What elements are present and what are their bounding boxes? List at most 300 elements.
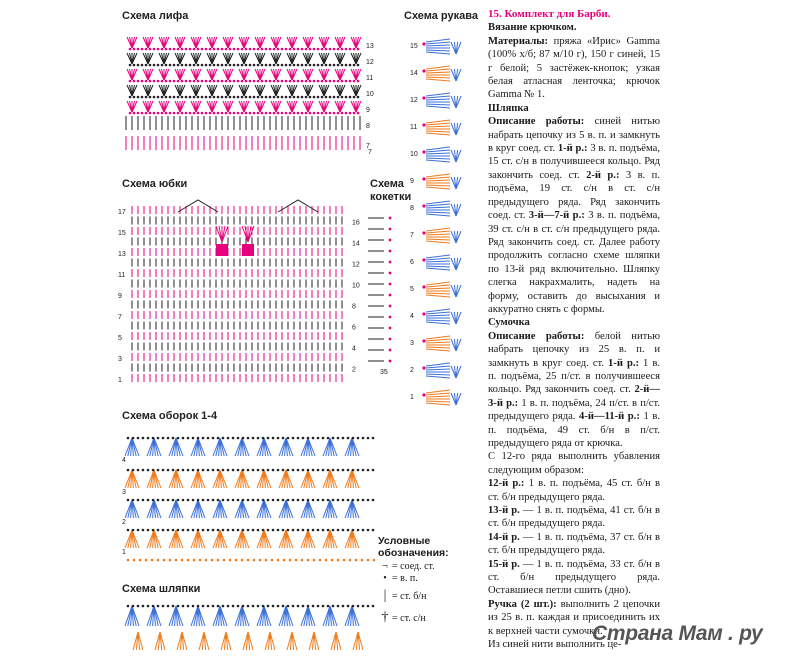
chain-dot [357, 605, 360, 608]
legend-item-chain [378, 573, 478, 585]
chain-dot [233, 80, 236, 83]
row-number: 6 [410, 259, 414, 266]
stitch-mark [426, 131, 450, 132]
chain-dot [285, 96, 288, 99]
stitch-mark [426, 363, 450, 366]
chain-dot [242, 437, 245, 440]
materials-paragraph [488, 35, 660, 102]
chain-dot [337, 80, 340, 83]
chain-dot [141, 96, 144, 99]
chain-dot [253, 64, 256, 67]
chain-dot [162, 499, 165, 502]
hat-instructions [488, 115, 660, 316]
chain-dot [312, 469, 315, 472]
chain-dot [162, 529, 165, 532]
chain-dot [235, 559, 238, 562]
chain-dot [177, 64, 180, 67]
stitch-mark [426, 241, 450, 243]
row-number: 17 [118, 209, 126, 216]
chain-dot [321, 48, 324, 51]
chain-dot [249, 80, 252, 83]
stitch-mark [426, 66, 450, 69]
chain-dot [325, 559, 328, 562]
chain-dot [205, 48, 208, 51]
stitch-mark [426, 180, 450, 181]
chain-dot [137, 112, 140, 115]
chain-dot [337, 499, 340, 502]
chain-dot [347, 499, 350, 502]
chain-dot [277, 605, 280, 608]
chain-dot [257, 605, 260, 608]
chain-dot [262, 529, 265, 532]
chain-dot [277, 112, 280, 115]
chain-dot [313, 112, 316, 115]
chain-dot [372, 499, 375, 502]
bag-row14 [488, 531, 660, 558]
chain-dot [327, 529, 330, 532]
chain-dot [307, 499, 310, 502]
bag-r14: — 1 в. п. подъёма, 37 ст. б/н в ст. б/н предыдущего ряда. [488, 531, 660, 557]
chain-dot [362, 469, 365, 472]
chain-dot [245, 64, 248, 67]
chain-dot [267, 469, 270, 472]
chain-dot [327, 469, 330, 472]
chain-dot [165, 96, 168, 99]
chain-dot [272, 605, 275, 608]
chain-dot [322, 469, 325, 472]
chain-dot [269, 96, 272, 99]
chain-dot [232, 605, 235, 608]
chain-dot [372, 469, 375, 472]
chain-dot [172, 529, 175, 532]
chain-dot [222, 529, 225, 532]
stitch-mark [426, 285, 450, 287]
chain-dot [192, 437, 195, 440]
chain-dot [297, 80, 300, 83]
chain-dot [312, 529, 315, 532]
chain-dot [277, 96, 280, 99]
chain-dot [342, 469, 345, 472]
chain-dot [207, 499, 210, 502]
chain-dot [329, 80, 332, 83]
chain-dot [309, 80, 312, 83]
chain-dot [247, 469, 250, 472]
chain-dot [132, 469, 135, 472]
chain-dot [367, 437, 370, 440]
chain-dot [197, 48, 200, 51]
row-number: 13 [118, 251, 126, 258]
chain-dot [145, 64, 148, 67]
handle-text: выполнить 2 цепочки из 25 в. п. каждая и присоединить их к верхней части сумочки. [488, 598, 660, 637]
stitch-mark [426, 174, 450, 177]
chain-dot [272, 469, 275, 472]
row-number: 15 [118, 230, 126, 237]
chain-dot [357, 112, 360, 115]
chain-dot [207, 529, 210, 532]
row-number: 11 [118, 272, 126, 279]
chain-dot [237, 112, 240, 115]
chain-dot [237, 605, 240, 608]
chain-dot [129, 112, 132, 115]
chain-dot [147, 469, 150, 472]
chain-dot [367, 499, 370, 502]
chain-dot [132, 605, 135, 608]
chain-dot [192, 529, 195, 532]
chain-dot [172, 499, 175, 502]
chain-dot [325, 112, 328, 115]
chain-dot [139, 559, 142, 562]
chain-dot [253, 48, 256, 51]
chain-dot [262, 499, 265, 502]
bag-r15-label: 15-й р. [488, 558, 520, 570]
chain-dot [332, 529, 335, 532]
chain-dot [193, 48, 196, 51]
chain-dot [189, 80, 192, 83]
chain-dot [213, 96, 216, 99]
row-number: 14 [410, 70, 418, 77]
bag-r411: 1 в. п. подъёма, 49 ст. б/н в п/ст. предыдущего ряда от крючка. [488, 411, 660, 449]
chain-dot [293, 80, 296, 83]
hat-chart [118, 600, 386, 658]
row-number: 2 [122, 519, 126, 526]
chain-dot [169, 64, 172, 67]
chain-dot [389, 272, 392, 275]
chain-dot [232, 469, 235, 472]
chain-dot [185, 80, 188, 83]
chain-dot [337, 96, 340, 99]
chain-dot [157, 64, 160, 67]
stitch-mark [426, 293, 450, 294]
chain-dot [422, 177, 425, 180]
chain-dot [173, 96, 176, 99]
chain-dot [189, 48, 192, 51]
chain-dot [181, 48, 184, 51]
chain-dot [305, 80, 308, 83]
chain-dot [169, 96, 172, 99]
chain-dot [262, 605, 265, 608]
chain-dot [273, 48, 276, 51]
chain-dot [197, 80, 200, 83]
stitch-mark [426, 96, 450, 98]
yoke-label-line1: Схема [370, 178, 404, 190]
stitch-mark [426, 93, 450, 96]
chain-dot [345, 48, 348, 51]
skirt-chart-label: Схема юбки [122, 178, 188, 190]
chain-dot [422, 312, 425, 315]
chain-dot [301, 112, 304, 115]
chain-dot [317, 80, 320, 83]
chain-dot [197, 529, 200, 532]
chain-dot [332, 469, 335, 472]
chain-dot [297, 96, 300, 99]
chain-dot [289, 64, 292, 67]
stitch-mark [426, 126, 450, 127]
chain-dot [137, 605, 140, 608]
chain-dot [141, 80, 144, 83]
bag-r13: — 1 в. п. подъёма, 41 ст. б/н в ст. б/н предыдущего ряда. [488, 505, 660, 530]
chain-dot [422, 366, 425, 369]
row-number: 2 [352, 366, 356, 374]
chain-dot [337, 529, 340, 532]
row-number: 8 [366, 123, 370, 130]
chain-dot [257, 437, 260, 440]
chain-dot [372, 605, 375, 608]
chain-dot [145, 112, 148, 115]
chain-dot [165, 64, 168, 67]
legend-header-line1: Условные [378, 535, 431, 547]
chain-dot [217, 499, 220, 502]
chain-dot [237, 80, 240, 83]
chain-dot [201, 96, 204, 99]
chain-dot [257, 48, 260, 51]
chain-dot [367, 529, 370, 532]
chain-dot [333, 80, 336, 83]
chain-dot [202, 469, 205, 472]
chain-dot [305, 112, 308, 115]
stitch-mark [426, 133, 450, 135]
chain-dot [262, 469, 265, 472]
chain-dot [302, 605, 305, 608]
chain-dot [273, 64, 276, 67]
row-number: 11 [366, 75, 374, 82]
stitch-mark [426, 120, 450, 123]
chain-dot [259, 559, 262, 562]
sleeve-chart-label: Схема рукава [404, 10, 478, 22]
chain-dot [269, 80, 272, 83]
stitch-mark [216, 244, 228, 256]
chain-dot [389, 228, 392, 231]
chain-dot [349, 80, 352, 83]
row-number: 7 [410, 232, 414, 239]
row-number: 9 [410, 178, 414, 185]
hat-r1: 3 в. п. подъёма, 15 ст. с/н в получившееся кольцо. Ряд закончить соед. ст. [488, 143, 660, 181]
chain-dot [225, 48, 228, 51]
stitch-mark [426, 45, 450, 46]
row-number: 8 [352, 303, 356, 311]
chain-dot [337, 112, 340, 115]
chain-dot [197, 469, 200, 472]
row-number: 1 [122, 549, 126, 556]
chain-dot [209, 48, 212, 51]
row-number: 7 [366, 143, 370, 150]
stitch-mark [426, 77, 450, 78]
stitch-mark [426, 401, 450, 402]
chain-dot [349, 48, 352, 51]
chain-dot [272, 529, 275, 532]
chain-dot [147, 499, 150, 502]
stitch-mark [426, 212, 450, 213]
bag-r23: 1 в. п. подъёма, 24 п/ст. в п/ст. предыдущего ряда. [488, 397, 660, 423]
chain-dot [221, 64, 224, 67]
chain-dot [201, 48, 204, 51]
chain-dot [149, 48, 152, 51]
chain-dot [302, 529, 305, 532]
stitch-mark [426, 295, 450, 297]
stitch-mark [426, 104, 450, 105]
chain-dot [287, 469, 290, 472]
legend-slip-stitch-text: = соед. ст. [392, 561, 435, 572]
chain-dot [265, 96, 268, 99]
stitch-mark [426, 268, 450, 270]
hat-work-label: Описание работы: [488, 116, 585, 128]
bag-row15 [488, 558, 660, 598]
chain-dot [305, 96, 308, 99]
chain-dot [213, 64, 216, 67]
chain-dot [322, 529, 325, 532]
chain-dot [292, 469, 295, 472]
chain-dot [422, 393, 425, 396]
chain-dot [341, 48, 344, 51]
chain-dot [197, 96, 200, 99]
chain-dot [341, 112, 344, 115]
chain-dot [267, 529, 270, 532]
chain-dot [422, 285, 425, 288]
row-number: 2 [410, 367, 414, 374]
chain-dot [232, 437, 235, 440]
chain-dot [199, 559, 202, 562]
bag-r12-label: 12-й р.: [488, 478, 525, 490]
chain-dot [345, 112, 348, 115]
legend-header-line2: обозначения: [378, 547, 449, 559]
chain-dot [212, 437, 215, 440]
chain-dot [422, 339, 425, 342]
chain-dot [257, 529, 260, 532]
chain-dot [362, 529, 365, 532]
chain-dot [271, 559, 274, 562]
chain-dot [127, 605, 130, 608]
chain-dot [362, 499, 365, 502]
stitch-mark [426, 214, 450, 216]
chain-dot [197, 499, 200, 502]
chain-dot [389, 239, 392, 242]
stitch-mark [426, 403, 450, 405]
chain-dot [357, 96, 360, 99]
chain-dot [173, 64, 176, 67]
chain-dot [253, 80, 256, 83]
chain-dot [217, 48, 220, 51]
chain-dot [192, 469, 195, 472]
chain-dot [302, 437, 305, 440]
hat-r2-label: 2-й р.: [586, 169, 620, 181]
chain-dot [361, 559, 364, 562]
chain-dot [245, 48, 248, 51]
chain-dot [297, 112, 300, 115]
chain-dot [265, 64, 268, 67]
chain-dot [127, 437, 130, 440]
chain-dot [301, 559, 304, 562]
stitch-mark [426, 39, 450, 42]
chain-dot [357, 437, 360, 440]
chain-dot [317, 469, 320, 472]
chain-dot [422, 123, 425, 126]
chain-dot [217, 80, 220, 83]
chain-dot [249, 48, 252, 51]
chain-dot [177, 96, 180, 99]
chain-dot [329, 48, 332, 51]
row-number: 11 [410, 124, 418, 131]
chain-dot [177, 48, 180, 51]
chain-dot [332, 499, 335, 502]
chain-dot [367, 559, 370, 562]
yoke-label-line2: кокетки [370, 191, 412, 203]
chain-dot [137, 96, 140, 99]
bodice-chart [118, 26, 380, 171]
chain-dot [209, 80, 212, 83]
legend-chain-text: = в. п. [392, 573, 418, 584]
site-watermark-logo: Страна Мам . ру [592, 622, 763, 645]
bag-r1-label: 1-й р.: [608, 357, 640, 369]
row-number: 3 [122, 489, 126, 496]
chain-dot [327, 499, 330, 502]
chain-dot [213, 112, 216, 115]
chain-dot [285, 112, 288, 115]
chain-dot [273, 112, 276, 115]
chain-dot [185, 48, 188, 51]
chain-dot [301, 96, 304, 99]
chain-dot [173, 48, 176, 51]
chain-dot [229, 112, 232, 115]
chain-dot [293, 64, 296, 67]
chain-dot [267, 437, 270, 440]
chain-dot [207, 469, 210, 472]
chain-dot [157, 437, 160, 440]
stitch-mark [426, 204, 450, 206]
chain-dot [213, 80, 216, 83]
chain-dot [282, 499, 285, 502]
chain-dot [329, 112, 332, 115]
chain-dot [141, 64, 144, 67]
row-number: 1 [118, 377, 122, 384]
chain-dot [389, 217, 392, 220]
stitch-mark [426, 150, 450, 152]
hat-r2: 3 в. п. подъёма, 19 ст. с/н в ст. с/н предыдущего ряда. Ряд закончить соед. ст. [488, 169, 660, 222]
chain-dot [242, 469, 245, 472]
chain-dot [273, 96, 276, 99]
chain-dot [141, 48, 144, 51]
chain-dot [197, 64, 200, 67]
chain-dot [261, 112, 264, 115]
chain-dot [233, 96, 236, 99]
row-number: 16 [352, 219, 360, 227]
chain-dot [187, 469, 190, 472]
stitch-mark [426, 309, 450, 312]
chain-dot [277, 529, 280, 532]
chain-dot [227, 469, 230, 472]
chain-dot [149, 64, 152, 67]
chain-dot [281, 112, 284, 115]
stitch-mark [426, 158, 450, 159]
chain-dot [242, 499, 245, 502]
chain-dot [277, 64, 280, 67]
chain-dot [307, 605, 310, 608]
chain-dot [211, 559, 214, 562]
row-number: 6 [352, 324, 356, 332]
stitch-mark [426, 228, 450, 231]
chain-dot [249, 64, 252, 67]
chain-dot [247, 499, 250, 502]
chain-dot [317, 112, 320, 115]
chain-dot [277, 80, 280, 83]
chain-dot [133, 48, 136, 51]
chain-dot [217, 112, 220, 115]
chain-dot [187, 499, 190, 502]
chain-dot [277, 48, 280, 51]
chain-dot [312, 605, 315, 608]
chain-dot [257, 80, 260, 83]
chain-dot [292, 529, 295, 532]
chain-dot [182, 469, 185, 472]
chain-dot [422, 231, 425, 234]
